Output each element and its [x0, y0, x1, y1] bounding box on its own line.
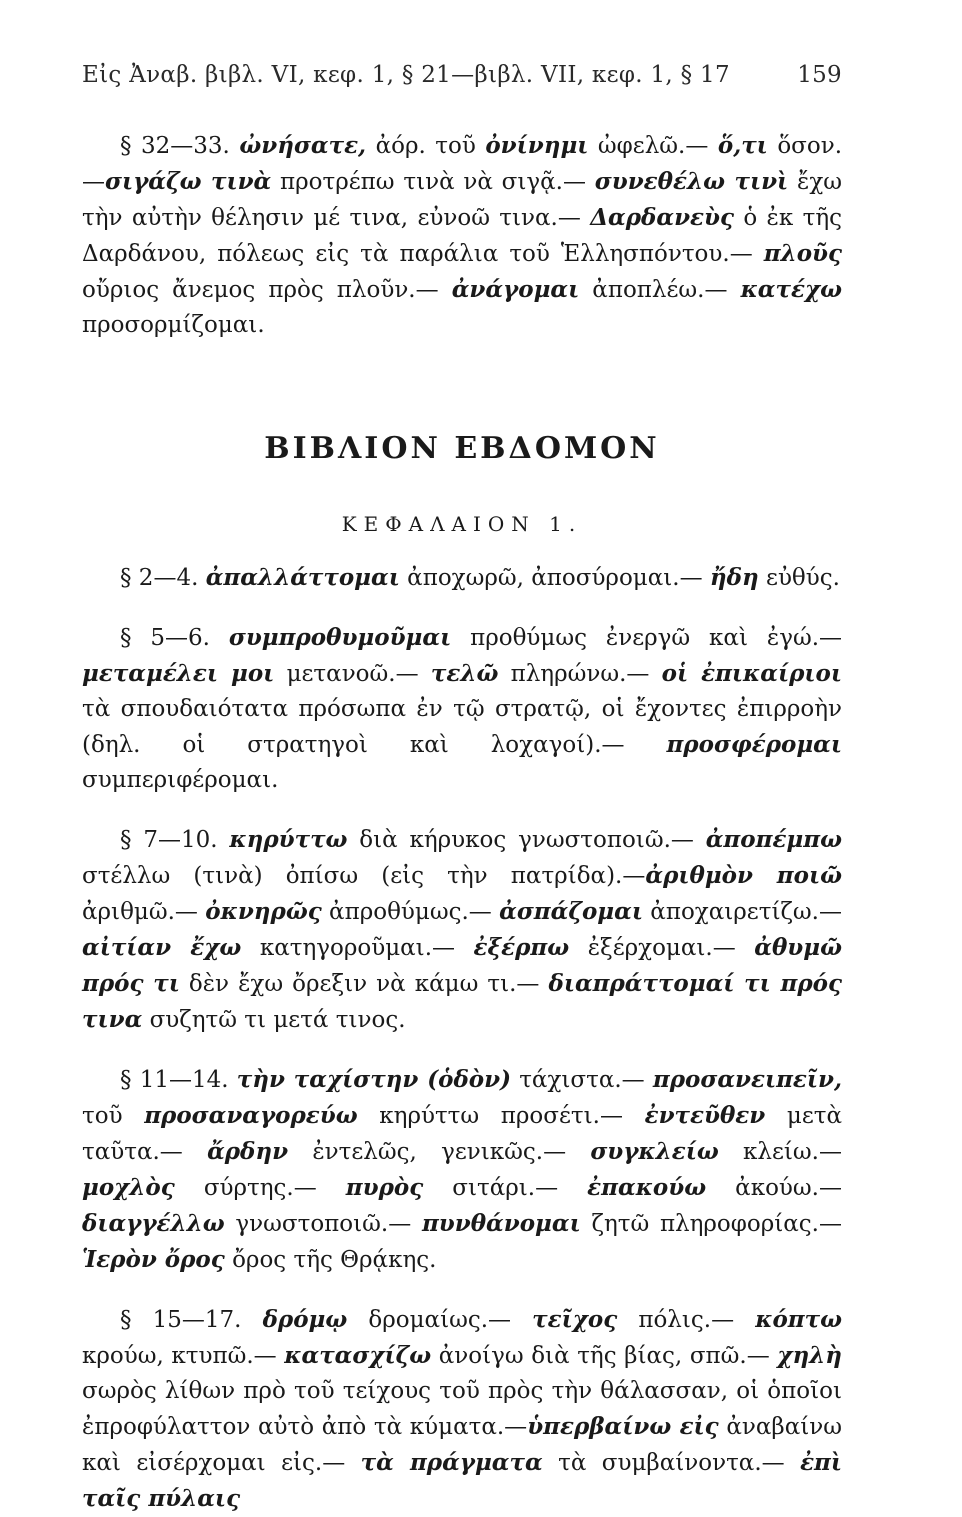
glossary-definition: συμπεριφέρομαι.	[82, 767, 279, 793]
glossary-term: ἀνάγομαι	[451, 276, 580, 303]
page-number: 159	[797, 62, 842, 88]
glossary-term: τὰ πράγματα	[360, 1449, 543, 1476]
book-page	[82, 62, 842, 1517]
glossary-term: πυρὸς	[345, 1174, 424, 1201]
glossary-term: ὑπερβαίνω εἰς	[527, 1413, 719, 1440]
glossary-definition: στέλλω (τινὰ) ὀπίσω (εἰς τὴν πατρίδα).—	[82, 863, 646, 889]
glossary-definition: ὄρος τῆς Θρᾴκης.	[224, 1247, 437, 1273]
glossary-definition: προτρέπω τινὰ νὰ σιγᾷ.—	[271, 169, 595, 195]
glossary-paragraph	[82, 128, 842, 343]
glossary-term: ὅ,τι	[717, 132, 768, 159]
glossary-definition: τὰ σπουδαιότατα πρόσωπα ἐν τῷ στρατῷ, οἱ ἔχοντες ἐπιρροὴν (δηλ. οἱ στρατηγοὶ καὶ λοχαγοί).—	[82, 696, 842, 758]
running-head	[82, 62, 842, 88]
glossary-paragraph	[82, 1302, 842, 1517]
glossary-definition: σιτάρι.—	[423, 1175, 588, 1201]
glossary-term: μοχλὸς	[82, 1174, 175, 1201]
glossary-definition: ζητῶ πληροφορίας.—	[580, 1211, 842, 1237]
glossary-paragraph	[82, 1062, 842, 1278]
glossary-definition: συζητῶ τι μετά τινος.	[142, 1007, 406, 1033]
glossary-term: κατασχίζω	[284, 1342, 432, 1369]
glossary-term: ἀριθμὸν ποιῶ	[645, 862, 843, 889]
glossary-term: ὀνίνημι	[485, 132, 589, 159]
glossary-term: προσαναγορεύω	[144, 1102, 358, 1129]
glossary-definition: τὰ συμβαίνοντα.—	[542, 1450, 801, 1476]
glossary-term: ἄρδην	[207, 1138, 289, 1165]
glossary-term: ὀκνηρῶς	[205, 898, 322, 925]
glossary-definition: δρομαίως.—	[347, 1307, 533, 1333]
glossary-term: ἀπαλλάττομαι	[205, 564, 400, 591]
glossary-term: ἐξέρπω	[473, 934, 570, 961]
glossary-definition: μετανοῶ.—	[274, 661, 431, 687]
glossary-term: ἀποπέμπω	[705, 826, 842, 853]
glossary-term: ἀθυμῶ πρός τι	[82, 934, 842, 997]
glossary-definition: δὲν ἔχω ὄρεξιν νὰ κάμω τι.—	[179, 971, 549, 997]
glossary-definition: § 2—4.	[120, 565, 206, 591]
glossary-term: συνεθέλω τινὶ	[594, 168, 789, 195]
glossary-definition: § 7—10.	[120, 827, 230, 853]
glossary-term: τελῶ	[430, 660, 499, 687]
glossary-definition: ὠφελῶ.—	[588, 133, 718, 159]
running-head-title: Εἰς Ἀναβ. βιβλ. VI, κεφ. 1, § 21—βιβλ. VII, κεφ. 1, § 17	[82, 62, 730, 88]
glossary-term: συγκλείω	[590, 1138, 719, 1165]
glossary-definition: ἀποχωρῶ, ἀποσύρομαι.—	[399, 565, 710, 591]
glossary-term: οἱ ἐπικαίριοι	[661, 660, 843, 687]
chapter-title: ΚΕΦΑΛΑΙΟΝ 1.	[341, 512, 583, 536]
glossary-definition: ἀποπλέω.—	[579, 277, 741, 303]
glossary-definition: πόλις.—	[617, 1307, 756, 1333]
glossary-term: διαπράττομαί τι πρός τινα	[82, 970, 842, 1033]
glossary-definition: διὰ κήρυκος γνωστοποιῶ.—	[347, 827, 706, 853]
glossary-term: ὠνήσατε,	[239, 132, 367, 159]
glossary-definition: οὔριος ἄνεμος πρὸς πλοῦν.—	[82, 277, 452, 303]
glossary-definition: γνωστοποιῶ.—	[224, 1211, 422, 1237]
glossary-definition: ὁ ἐκ τῆς Δαρδάνου, πόλεως εἰς τὰ παράλια τοῦ Ἑλλησπόντου.—	[82, 205, 842, 267]
glossary-definition: κηρύττω προσέτι.—	[357, 1103, 645, 1129]
glossary-definition: προσορμίζομαι.	[82, 312, 265, 338]
glossary-definition: κατηγοροῦμαι.—	[241, 935, 474, 961]
glossary-definition: § 15—17.	[120, 1307, 263, 1333]
glossary-definition: ἐντελῶς, γενικῶς.—	[288, 1139, 591, 1165]
glossary-term: ἐντεῦθεν	[644, 1102, 766, 1129]
glossary-term: χηλὴ	[777, 1342, 843, 1369]
glossary-term: πλοῦς	[763, 240, 842, 267]
glossary-definition: εὐθύς.	[758, 565, 840, 591]
glossary-definition: ἀπροθύμως.—	[321, 899, 500, 925]
glossary-definition: προθύμως ἐνεργῶ καὶ ἐγώ.—	[451, 625, 843, 651]
glossary-paragraph	[82, 620, 842, 798]
glossary-definition: σωρὸς λίθων πρὸ τοῦ τείχους τοῦ πρὸς τὴν θάλασσαν, οἱ ὁποῖοι ἐπροφύλαττον αὐτὸ ἀπὸ τὰ κύματα.—	[82, 1378, 842, 1440]
glossary-definition: ἀποχαιρετίζω.—	[642, 899, 842, 925]
glossary-term: ἤδη	[709, 564, 759, 591]
glossary-definition: ὅσον. —	[82, 133, 843, 195]
glossary-definition: ἔχω τὴν αὐτὴν θέλησιν μέ τινα, εὐνοῶ τινα.—	[82, 169, 843, 231]
glossary-definition: ἀναβαίνω καὶ εἰσέρχομαι εἰς.—	[82, 1414, 842, 1476]
glossary-term: ἐπὶ ταῖς πύλαις	[82, 1449, 843, 1512]
glossary-term: ἐπακούω	[587, 1174, 707, 1201]
glossary-term: προσανειπεῖν,	[652, 1066, 843, 1093]
glossary-definition: § 5—6.	[120, 625, 229, 651]
glossary-definition: ἀκούω.—	[706, 1175, 842, 1201]
glossary-definition: τάχιστα.—	[511, 1067, 653, 1093]
glossary-term: σιγάζω τινὰ	[105, 168, 272, 195]
glossary-definition: § 32—33.	[120, 133, 240, 159]
glossary-term: Δαρδανεὺς	[590, 204, 734, 231]
glossary-term: δρόμῳ	[262, 1306, 348, 1333]
glossary-definition: πληρώνω.—	[498, 661, 662, 687]
glossary-term: προσφέρομαι	[666, 731, 842, 758]
glossary-definition: κρούω, κτυπῶ.—	[82, 1343, 285, 1369]
glossary-term: κατέχω	[740, 276, 842, 303]
glossary-term: διαγγέλλω	[82, 1210, 225, 1237]
glossary-paragraph	[82, 822, 842, 1038]
glossary-term: Ἱερὸν ὄρος	[82, 1246, 225, 1273]
glossary-term: κόπτω	[755, 1306, 842, 1333]
glossary-definition: κλείω.—	[718, 1139, 842, 1165]
glossary-definition: ἀνοίγω διὰ τῆς βίας, σπῶ.—	[431, 1343, 778, 1369]
glossary-term: τὴν ταχίστην (ὁδὸν)	[236, 1066, 511, 1093]
glossary-term: τεῖχος	[532, 1306, 618, 1333]
glossary-term: πυνθάνομαι	[421, 1210, 581, 1237]
glossary-definition: μετὰ ταῦτα.—	[82, 1103, 842, 1165]
glossary-definition: § 11—14.	[120, 1067, 237, 1093]
glossary-term: αἰτίαν ἔχω	[82, 934, 242, 961]
glossary-definition: τοῦ	[82, 1103, 145, 1129]
glossary-paragraph	[82, 560, 842, 596]
glossary-definition: σύρτης.—	[174, 1175, 346, 1201]
glossary-term: κηρύττω	[229, 826, 348, 853]
glossary-definition: ἐξέρχομαι.—	[569, 935, 755, 961]
glossary-term: συμπροθυμοῦμαι	[228, 624, 452, 651]
glossary-term: μεταμέλει μοι	[82, 660, 275, 687]
glossary-definition: ἀόρ. τοῦ	[366, 133, 486, 159]
glossary-term: ἀσπάζομαι	[499, 898, 643, 925]
glossary-definition: ἀριθμῶ.—	[82, 899, 206, 925]
book-title: ΒΙΒΛΙΟΝ ΕΒΔΟΜΟΝ	[264, 431, 660, 466]
